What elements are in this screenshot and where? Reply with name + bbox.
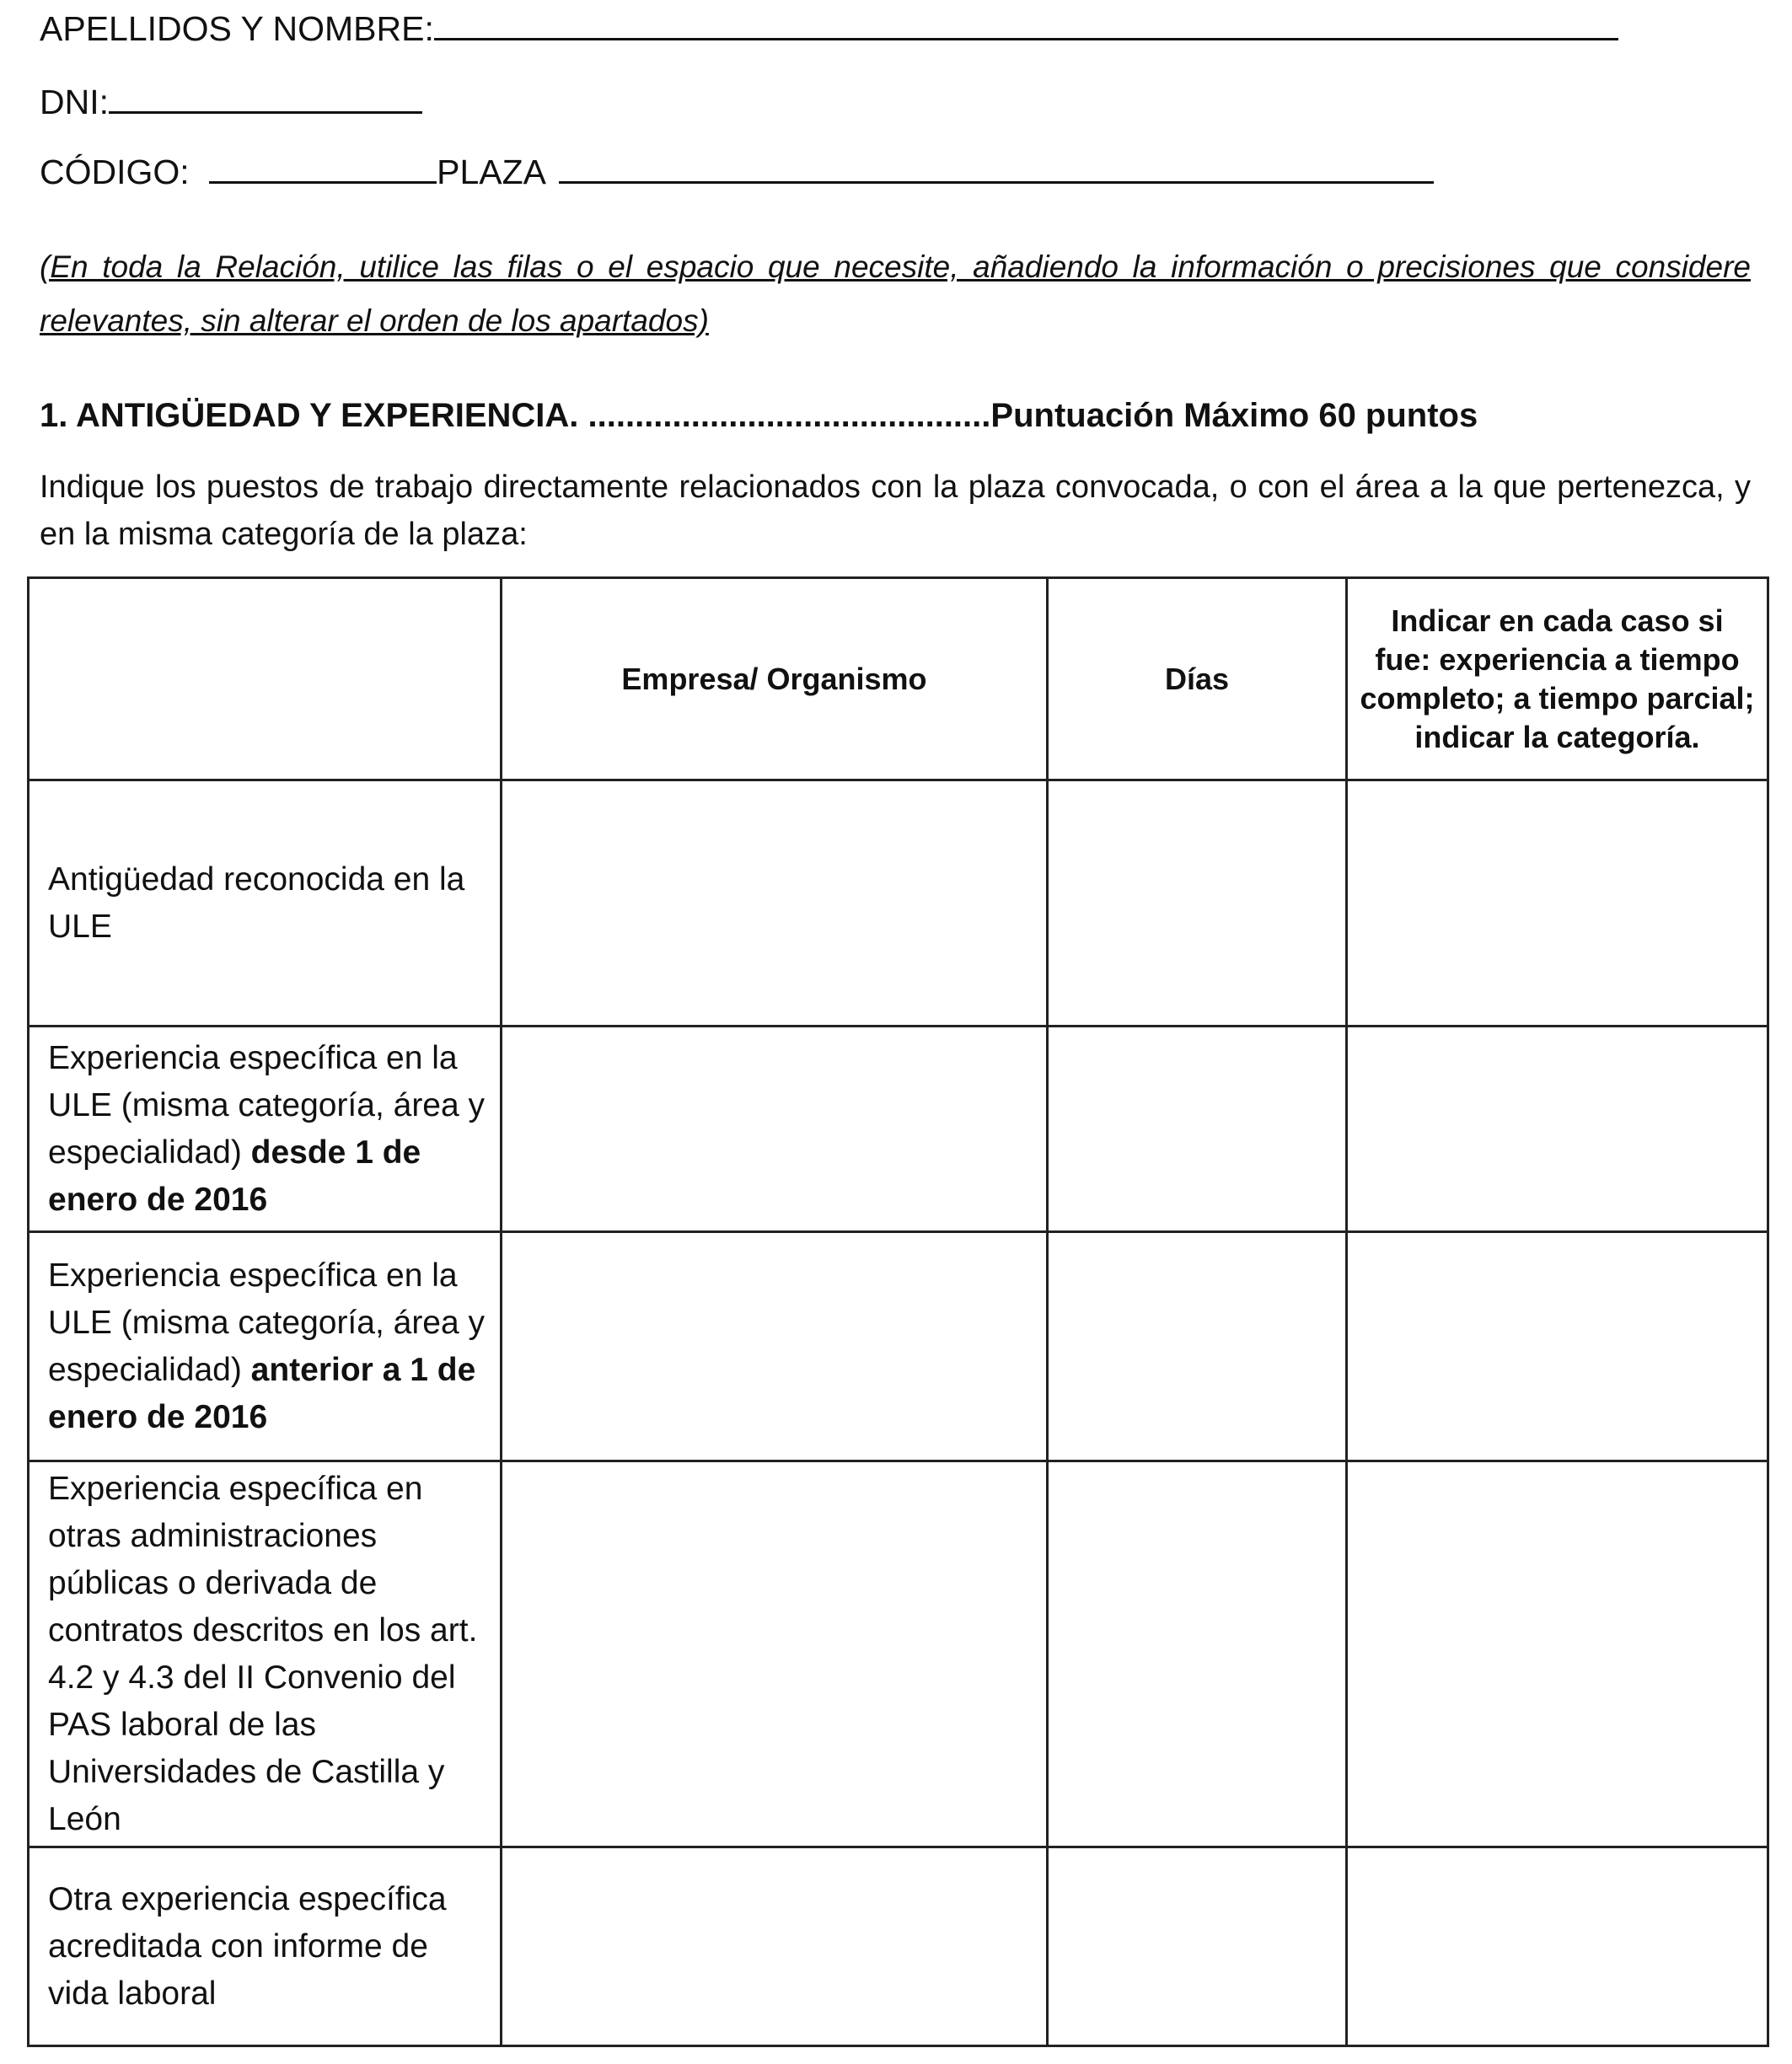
code-blank[interactable] [209,153,437,184]
cell-tipo[interactable] [1347,1847,1768,2046]
row-label-text: Experiencia específica en la ULE (misma categoría, área y especialidad) [48,1039,486,1171]
row-label [29,1027,502,1232]
cell-tipo[interactable] [1347,1027,1768,1232]
row-label [29,780,502,1027]
plaza-blank[interactable] [559,153,1434,184]
dni-field-row [40,80,422,124]
cell-empresa[interactable] [502,1027,1048,1232]
cell-tipo[interactable] [1347,780,1768,1027]
table-row [29,1232,1768,1461]
table-row [29,1847,1768,2046]
row-label-text: Antigüedad reconocida en la ULE [48,860,465,945]
instructions-note: (En toda la Relación, utilice las filas o el espacio que necesite, añadiendo la información o precisiones que considere relevantes, sin alterar el orden de los apartados) [40,249,1751,338]
cell-empresa[interactable] [502,780,1048,1027]
row-label [29,1232,502,1461]
plaza-label: PLAZA [437,153,545,191]
cell-dias[interactable] [1048,1232,1347,1461]
row-label [29,1461,502,1847]
name-label: APELLIDOS Y NOMBRE: [40,9,434,48]
cell-tipo[interactable] [1347,1232,1768,1461]
dni-label: DNI: [40,83,109,121]
table-row [29,1027,1768,1232]
row-label-bold: anterior a 1 de enero de 2016 [48,1351,476,1435]
cell-empresa[interactable] [502,1847,1048,2046]
table-row [29,1461,1768,1847]
section-instructions: Indique los puestos de trabajo directamente relacionados con la plaza convocada, o con el área a la que pertenezca, y en la misma categoría de la plaza: [40,469,1751,552]
cell-tipo[interactable] [1347,1461,1768,1847]
section-heading [40,392,1751,439]
table-header-row [29,578,1768,780]
row-label-bold: desde 1 de enero de 2016 [48,1134,421,1218]
row-label [29,1847,502,2046]
row-label-text: Experiencia específica en la ULE (misma categoría, área y especialidad) [48,1257,486,1388]
table-row [29,780,1768,1027]
section-max-score: Puntuación Máximo 60 puntos [990,397,1478,434]
cell-dias[interactable] [1048,780,1347,1027]
cell-dias[interactable] [1048,1027,1347,1232]
header-tipo-experiencia: Indicar en cada caso si fue: experiencia a tiempo completo; a tiempo parcial; indicar la categoría. [1347,578,1768,780]
row-label-text: Experiencia específica en otras administraciones públicas o derivada de contratos descritos en los art. 4.2 y 4.3 del II Convenio del PAS laboral de las Universidades de Castilla y León [48,1470,478,1837]
section-title: 1. ANTIGÜEDAD Y EXPERIENCIA. [40,397,588,434]
cell-dias[interactable] [1048,1461,1347,1847]
cell-dias[interactable] [1048,1847,1347,2046]
cell-empresa[interactable] [502,1461,1048,1847]
header-dias: Días [1048,578,1347,780]
dni-blank[interactable] [109,83,422,114]
section-leader-dots: ........................................... [587,397,991,434]
name-blank[interactable] [434,9,1618,40]
header-blank [29,578,502,780]
name-field-row [40,7,1618,51]
experience-table [27,576,1769,2047]
header-empresa: Empresa/ Organismo [502,578,1048,780]
code-plaza-row [40,150,1434,194]
row-label-text: Otra experiencia específica acreditada con informe de vida laboral [48,1880,447,2012]
cell-empresa[interactable] [502,1232,1048,1461]
code-label: CÓDIGO: [40,153,190,191]
